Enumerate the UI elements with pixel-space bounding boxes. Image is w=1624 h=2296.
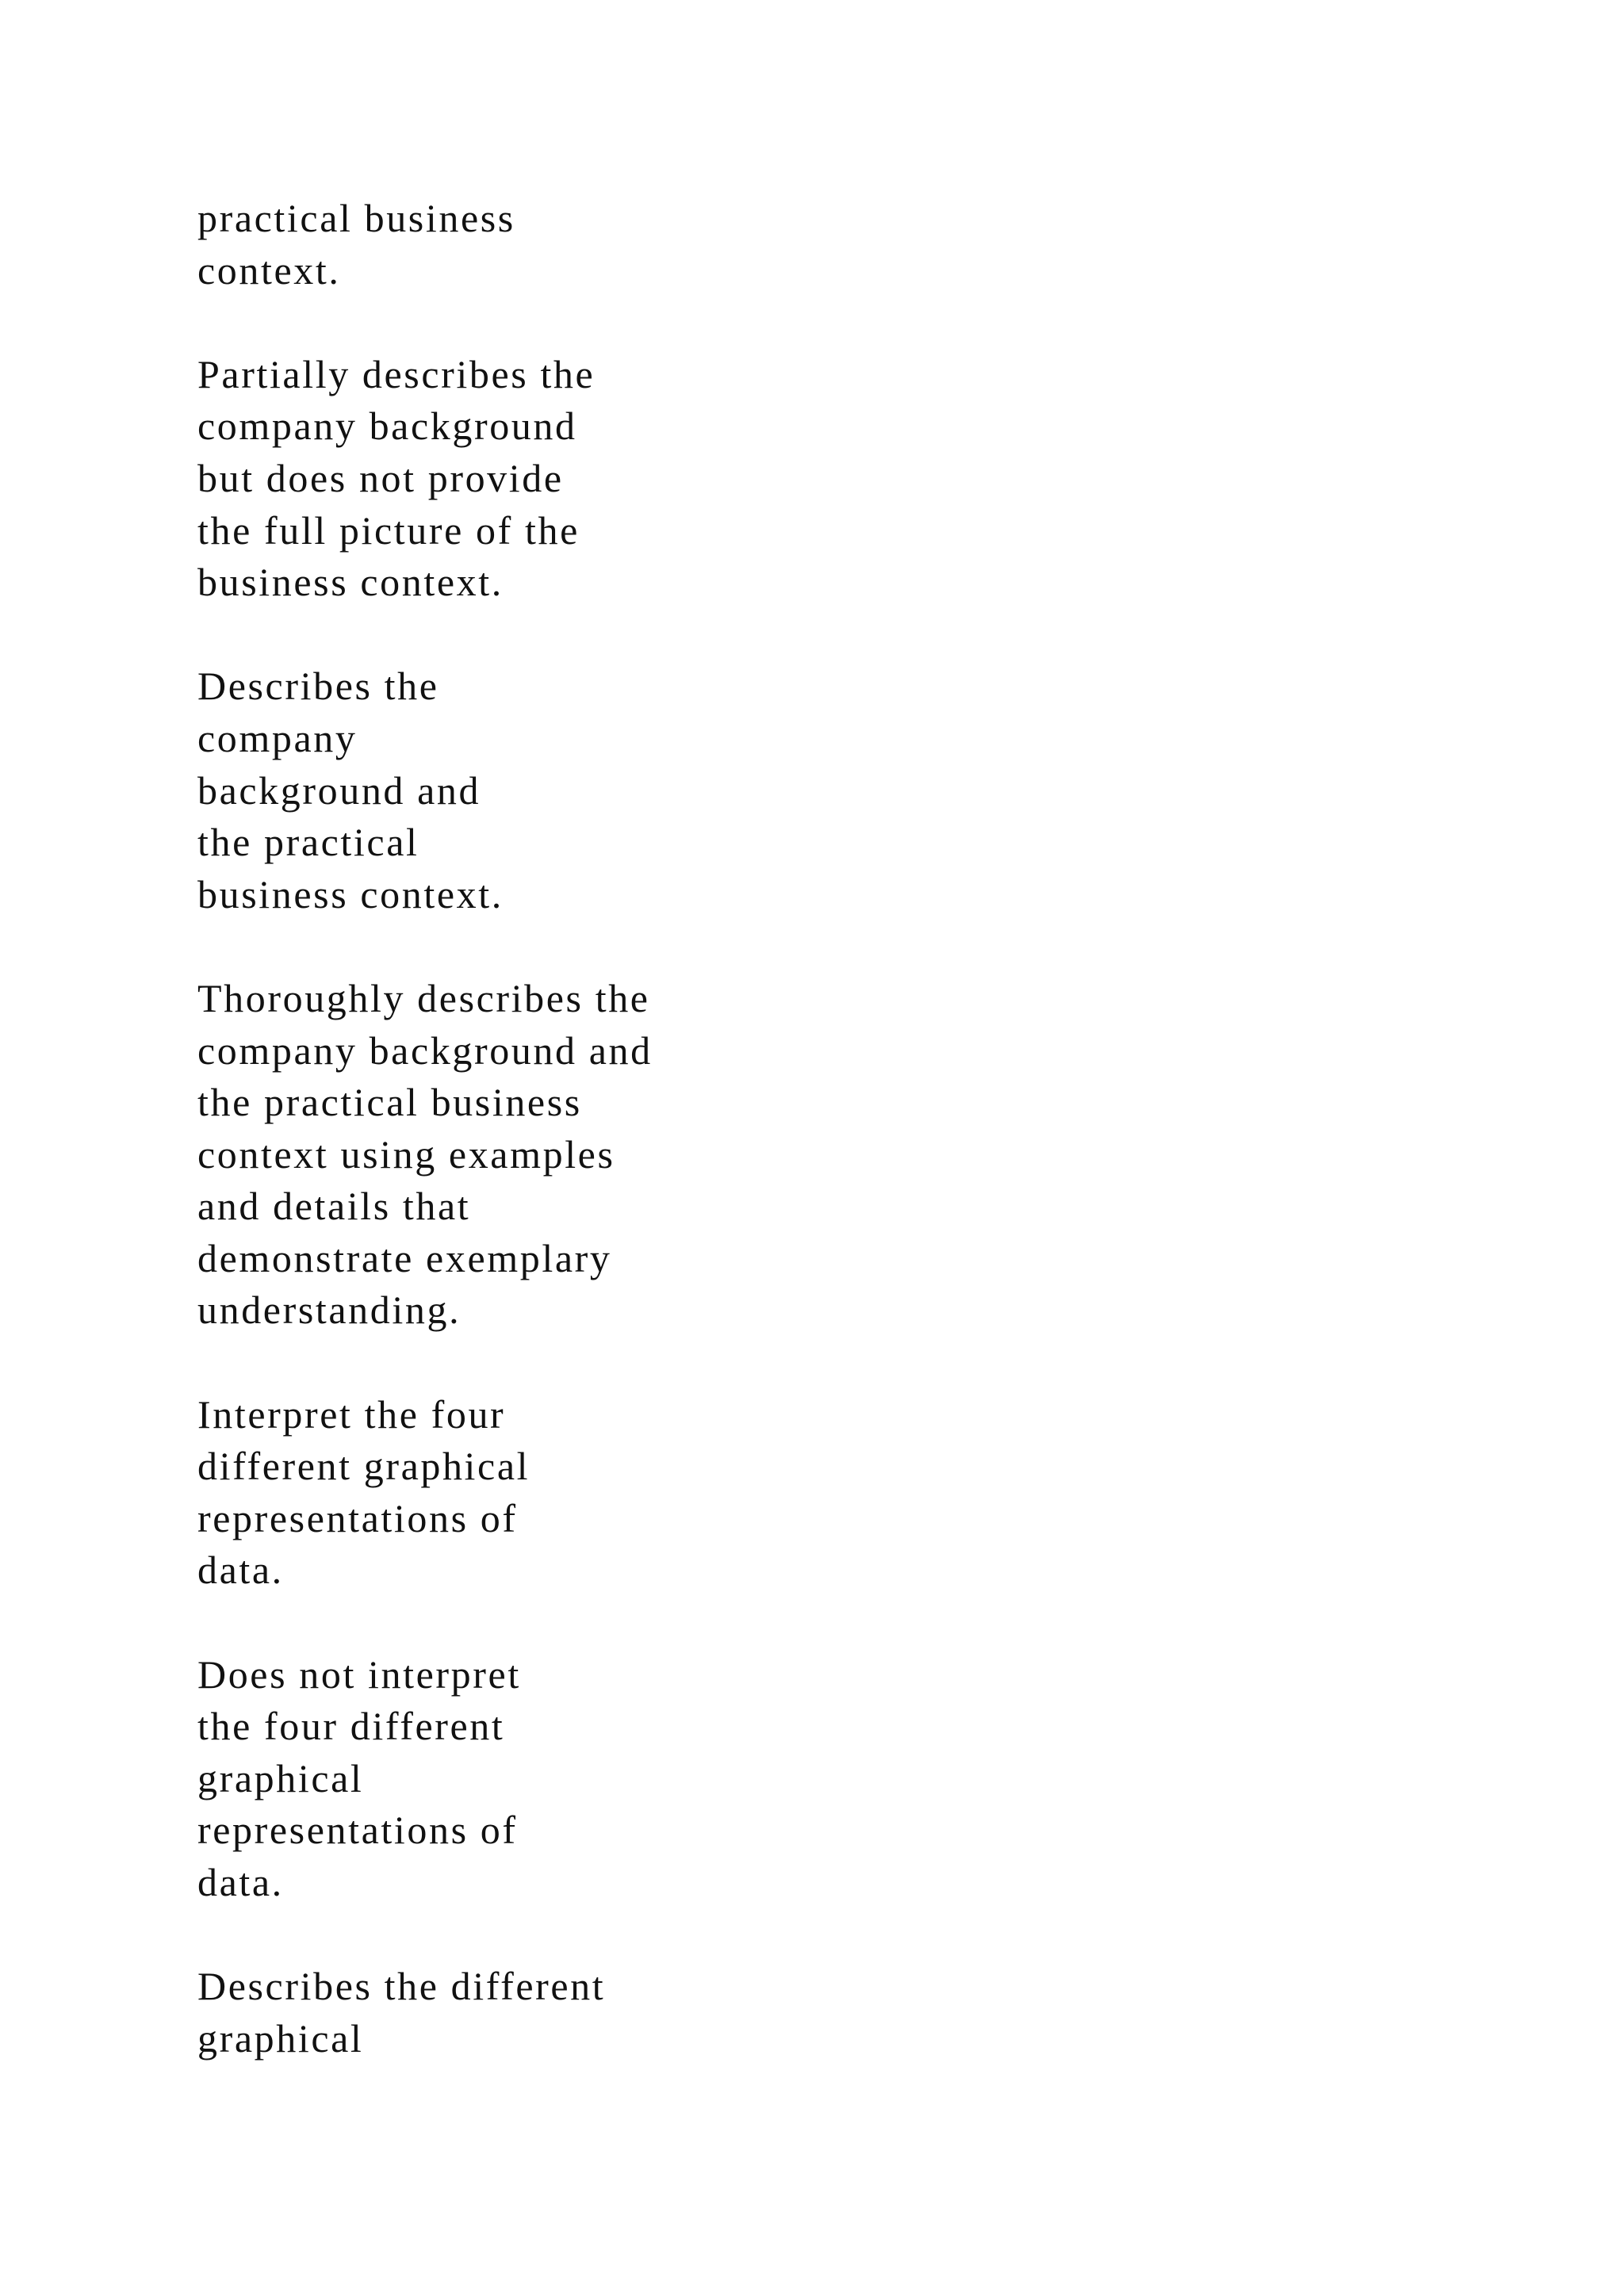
text-line: representations of [197, 1495, 518, 1540]
text-line: company [197, 715, 358, 760]
text-line: Interpret the four [197, 1391, 506, 1437]
text-line: business context. [197, 560, 504, 605]
text-line: context using examples [197, 1131, 615, 1177]
document-body [197, 193, 1545, 2117]
text-line: different graphical [197, 1444, 530, 1489]
paragraph-1 [197, 193, 1545, 297]
text-line: practical business [197, 196, 515, 240]
text-line: and details that [197, 1184, 471, 1229]
text-line: data. [197, 1548, 284, 1593]
text-line: data. [197, 1860, 284, 1904]
text-line: context. [197, 247, 341, 293]
paragraph-6 [197, 1649, 1545, 1909]
text-line: graphical [197, 1755, 364, 1800]
text-line: the practical [197, 820, 419, 865]
text-line: Describes the [197, 664, 439, 709]
text-line: company background [197, 404, 577, 449]
paragraph-5 [197, 1389, 1545, 1597]
text-line: Thoroughly describes the [197, 975, 650, 1020]
text-line: the practical business [197, 1080, 582, 1125]
paragraph-2 [197, 349, 1545, 609]
text-line: demonstrate exemplary [197, 1235, 612, 1280]
text-line: graphical [197, 2015, 364, 2061]
text-line: business context. [197, 871, 504, 916]
text-line: the four different [197, 1704, 505, 1749]
text-line: company background and [197, 1027, 653, 1073]
text-line: understanding. [197, 1288, 462, 1333]
text-line: Describes the different [197, 1964, 606, 2009]
text-line: but does not provide [197, 455, 564, 500]
text-line: the full picture of the [197, 507, 580, 553]
paragraph-7 [197, 1961, 1545, 2064]
text-line: Does not interpret [197, 1651, 521, 1697]
text-line: background and [197, 767, 481, 813]
text-line: representations of [197, 1808, 518, 1853]
paragraph-3 [197, 660, 1545, 920]
text-line: Partially describes the [197, 351, 596, 396]
paragraph-4 [197, 973, 1545, 1337]
